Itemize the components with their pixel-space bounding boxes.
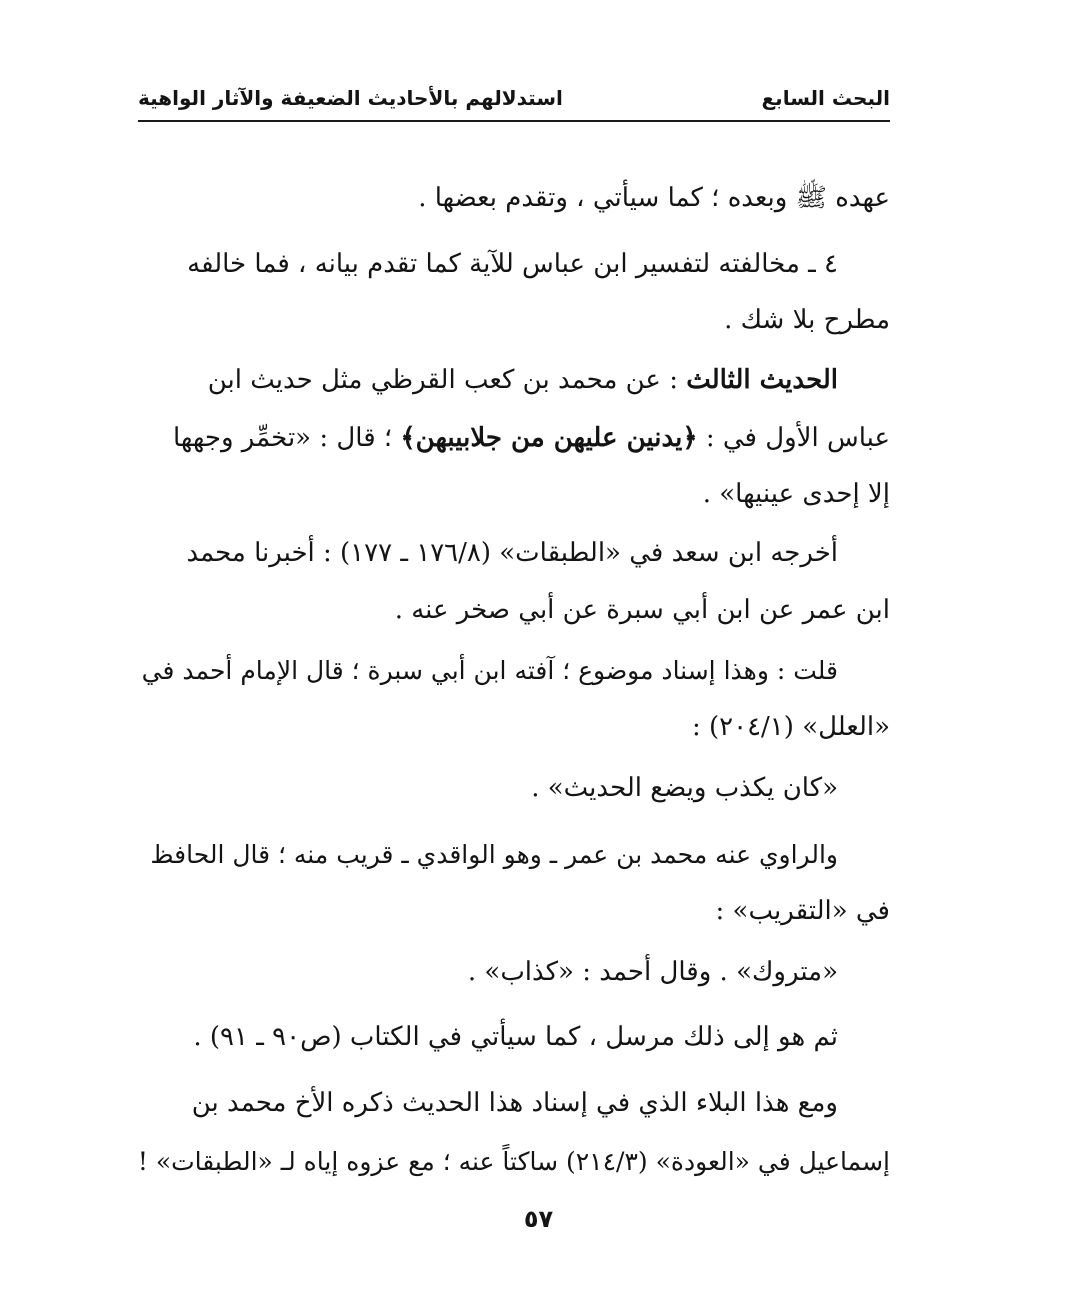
hadith-heading: الحديث الثالث xyxy=(686,365,838,395)
running-header xyxy=(138,78,890,118)
text-line-5-end: ؛ قال : «تخمِّر وجهها xyxy=(173,423,401,453)
text-line-17: إسماعيل في «العودة» (٢١٤/٣) ساكتاً عنه ؛ مع عزوه إياه لـ «الطبقات» ! xyxy=(137,1147,890,1176)
header-divider xyxy=(138,120,890,122)
text-line-10: «العلل» (٢٠٤/١) : xyxy=(691,712,890,742)
chapter-title: استدلالهم بالأحاديث الضعيفة والآثار الواهية xyxy=(138,86,563,110)
text-line-4 xyxy=(208,360,838,400)
page-number: ٥٧ xyxy=(523,1205,554,1233)
text-line-5-start: عباس الأول في : xyxy=(697,423,890,453)
text-line-14: «متروك» . وقال أحمد : «كذاب» . xyxy=(467,957,838,987)
text-line-4-rest: : عن محمد بن كعب القرظي مثل حديث ابن xyxy=(207,365,687,395)
text-line-5 xyxy=(173,418,890,458)
text-line-7: أخرجه ابن سعد في «الطبقات» (١٧٦/٨ ـ ١٧٧) : أخبرنا محمد xyxy=(186,538,838,568)
text-line-2: ٤ ـ مخالفته لتفسير ابن عباس للآية كما تقدم بيانه ، فما خالفه xyxy=(187,249,838,279)
text-line-12: والراوي عنه محمد بن عمر ـ وهو الواقدي ـ قريب منه ؛ قال الحافظ xyxy=(150,840,838,869)
text-line-11: «كان يكذب ويضع الحديث» . xyxy=(531,773,838,803)
text-line-1: عهده ﷺ وبعده ؛ كما سيأتي ، وتقدم بعضها . xyxy=(418,183,890,213)
text-line-15: ثم هو إلى ذلك مرسل ، كما سيأتي في الكتاب (ص٩٠ ـ ٩١) . xyxy=(193,1022,838,1052)
text-line-9: قلت : وهذا إسناد موضوع ؛ آفته ابن أبي سبرة ؛ قال الإمام أحمد في xyxy=(141,656,838,685)
quran-verse: ﴿يدنين عليهن من جلابيبهن﴾ xyxy=(400,423,698,453)
chapter-label: البحث السابع xyxy=(761,86,890,110)
text-line-16: ومع هذا البلاء الذي في إسناد هذا الحديث ذكره الأخ محمد بن xyxy=(191,1088,838,1118)
text-line-6: إلا إحدى عينيها» . xyxy=(702,479,890,509)
text-line-3: مطرح بلا شك . xyxy=(724,305,890,335)
text-line-8: ابن عمر عن ابن أبي سبرة عن أبي صخر عنه . xyxy=(394,595,890,625)
text-line-13: في «التقريب» : xyxy=(715,896,890,926)
